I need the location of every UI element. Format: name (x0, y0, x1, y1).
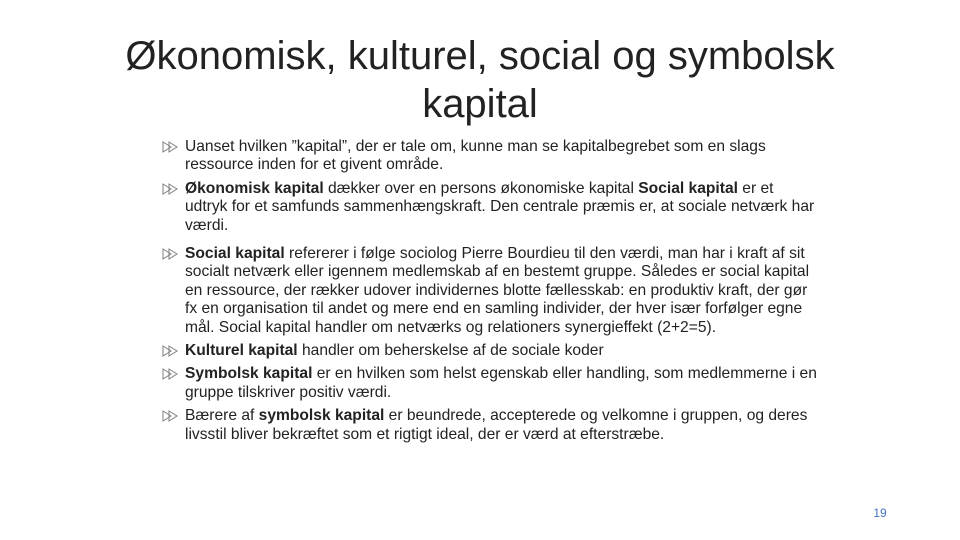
bullet-item (160, 342, 820, 360)
bullet-text: Bærere af (185, 407, 259, 425)
arrow-bullet-icon (162, 248, 179, 260)
arrow-bullet-icon (162, 345, 179, 357)
title-line-2: kapital (422, 82, 538, 126)
title-line-1: Økonomisk, kulturel, social og symbolsk (125, 34, 835, 78)
bullet-bold-term: Social kapital (185, 245, 285, 263)
arrow-bullet-icon (162, 368, 179, 380)
bullet-bold-term: Social kapital (638, 179, 738, 197)
slide-number: 19 (873, 506, 887, 520)
bullet-bold-term: Symbolsk kapital (185, 365, 313, 383)
arrow-bullet-icon (162, 410, 179, 422)
bullet-item (160, 407, 820, 444)
bullet-bold-term: Økonomisk kapital (185, 179, 324, 197)
bullet-text: er en hvilken som helst egenskab eller handling, som medlemmerne i en gruppe tilskriver positiv værdi. (185, 365, 817, 401)
bullet-item (160, 245, 820, 337)
bullet-item (160, 138, 820, 175)
bullet-text: refererer i følge sociolog Pierre Bourdieu til den værdi, man har i kraft af sit socialt netværk eller igennem medlemskab af en bestemt gruppe. Således er social kapital en ressource, der rækker udover individernes blotte fællesskab: en produktiv kraft, der gør fx en organisation til andet og mere end en samling individer, der hver især forfølger egne mål. Social kapital handler om netværks og relationers synergieffekt (2+2=5). (185, 245, 810, 336)
bullet-text: er et udtryk for et samfunds sammenhængskraft. Den centrale præmis er, at sociale netværk har værdi. (185, 179, 815, 234)
slide-title (100, 32, 860, 128)
bullet-text: Uanset hvilken ”kapital”, der er tale om, kunne man se kapitalbegrebet som en slags ressource inden for et givent område. (185, 138, 766, 174)
arrow-bullet-icon (162, 183, 179, 195)
bullet-text: dækker over en persons økonomiske kapital (323, 179, 639, 197)
bullet-text: handler om beherskelse af de sociale koder (297, 342, 604, 360)
bullet-text: er beundrede, accepterede og velkomne i gruppen, og deres livsstil bliver bekræftet som et rigtigt ideal, der er værd at efterstræbe. (185, 407, 808, 443)
bullet-bold-term: symbolsk kapital (258, 407, 385, 425)
bullet-list (160, 138, 820, 449)
bullet-item (160, 180, 820, 235)
bullet-bold-term: Kulturel kapital (185, 342, 298, 360)
arrow-bullet-icon (162, 141, 179, 153)
bullet-item (160, 365, 820, 402)
